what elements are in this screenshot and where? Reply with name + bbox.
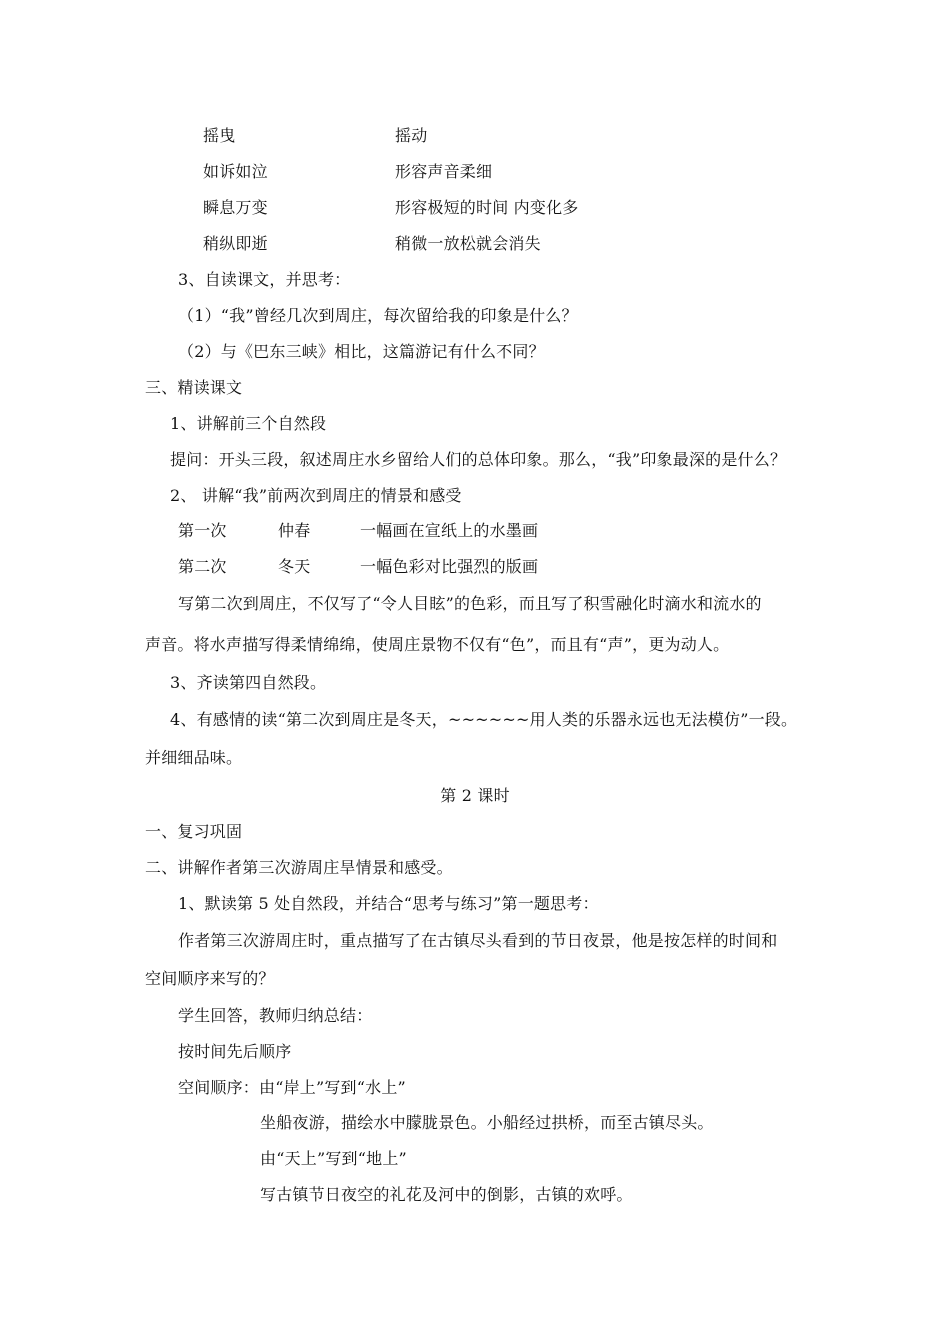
paragraph-line: 学生回答，教师归纳总结：	[178, 1006, 373, 1025]
paragraph-line: 写古镇节日夜空的礼花及河中的倒影，古镇的欢呼。	[260, 1185, 633, 1204]
vocab-meaning: 形容极短的时间 内变化多	[395, 198, 579, 217]
vocab-meaning: 形容声音柔细	[395, 162, 493, 181]
paragraph-line: 坐船夜游，描绘水中朦胧景色。小船经过拱桥，而至古镇尽头。	[260, 1113, 714, 1132]
section-heading: 二、讲解作者第三次游周庄旱情景和感受。	[145, 858, 453, 877]
section-heading: 一、复习巩固	[145, 822, 243, 841]
vocab-term: 稍纵即逝	[203, 234, 268, 253]
paragraph-line: 空间顺序来写的？	[145, 969, 275, 988]
vocab-meaning: 摇动	[395, 126, 428, 145]
question-1: （1）“我”曾经几次到周庄，每次留给我的印象是什么？	[178, 306, 578, 325]
visit-season: 仲春	[278, 521, 311, 540]
question-text: 提问：开头三段，叙述周庄水乡留给人们的总体印象。那么，“我”印象最深的是什么？	[170, 450, 787, 469]
visit-impression: 一幅色彩对比强烈的版画	[360, 557, 539, 576]
paragraph-line: 并细细品味。	[145, 748, 243, 767]
step-heading: 4、有感情的读“第二次到周庄是冬天，~~~~~~用人类的乐器永远也无法模仿”一段。	[170, 710, 798, 729]
step-heading: 1、讲解前三个自然段	[170, 414, 327, 433]
paragraph-line: 声音。将水声描写得柔情绵绵，使周庄景物不仅有“色”，而且有“声”，更为动人。	[145, 635, 730, 654]
paragraph-line: 按时间先后顺序	[178, 1042, 292, 1061]
vocab-term: 如诉如泣	[203, 162, 268, 181]
section-heading: 三、精读课文	[145, 378, 243, 397]
step-heading: 1、默读第 5 处自然段，并结合“思考与练习”第一题思考：	[178, 894, 599, 913]
paragraph-line: 空间顺序：由“岸上”写到“水上”	[178, 1078, 406, 1097]
visit-order: 第一次	[178, 521, 227, 540]
step-heading: 3、齐读第四自然段。	[170, 673, 327, 692]
step-heading: 2、 讲解“我”前两次到周庄的情景和感受	[170, 486, 462, 505]
paragraph-line: 作者第三次游周庄时，重点描写了在古镇尽头看到的节日夜景，他是按怎样的时间和	[178, 931, 778, 950]
vocab-term: 摇曳	[203, 126, 236, 145]
vocab-term: 瞬息万变	[203, 198, 268, 217]
paragraph-line: 由“天上”写到“地上”	[260, 1149, 407, 1168]
vocab-meaning: 稍微一放松就会消失	[395, 234, 541, 253]
visit-order: 第二次	[178, 557, 227, 576]
question-2: （2）与《巴东三峡》相比，这篇游记有什么不同？	[178, 342, 545, 361]
visit-impression: 一幅画在宣纸上的水墨画	[360, 521, 539, 540]
visit-season: 冬天	[278, 557, 311, 576]
lesson-title: 第 2 课时	[440, 786, 510, 805]
step-heading: 3、自读课文，并思考：	[178, 270, 351, 289]
paragraph-line: 写第二次到周庄，不仅写了“令人目眩”的色彩，而且写了积雪融化时滴水和流水的	[178, 594, 762, 613]
